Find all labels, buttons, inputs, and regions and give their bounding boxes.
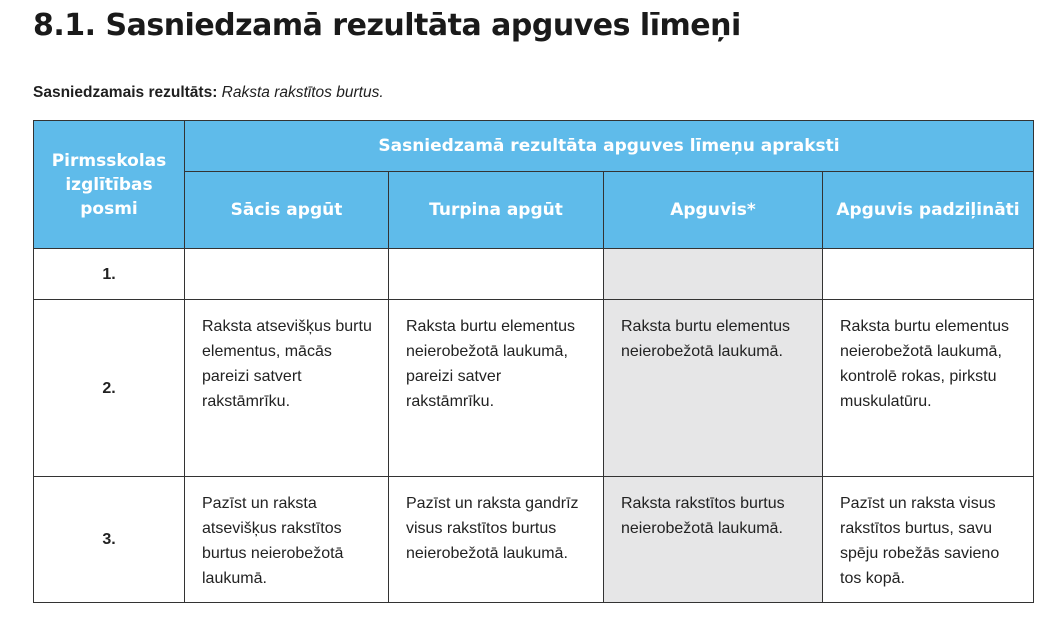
level-cell: Raksta burtu elementus neierobežotā laukumā, pareizi satver rakstāmrīku. (389, 300, 604, 477)
level-cell: Raksta burtu elementus neierobežotā laukumā. (604, 300, 823, 477)
level-cell: Pazīst un raksta visus rakstītos burtus, savu spēju robežās savieno tos kopā. (823, 477, 1034, 603)
stage-cell: 2. (34, 300, 185, 477)
level-cell: Pazīst un raksta atsevišķus rakstītos burtus neierobežotā laukumā. (185, 477, 389, 603)
table-row (34, 300, 1034, 477)
level-cell: Raksta atsevišķus burtu elementus, mācās pareizi satvert rakstāmrīku. (185, 300, 389, 477)
stage-cell: 3. (34, 477, 185, 603)
level-cell (823, 249, 1034, 300)
achievable-result (33, 82, 384, 104)
stage-cell: 1. (34, 249, 185, 300)
achievable-result-label: Sasniedzamais rezultāts: (33, 84, 218, 101)
level-descriptions-header: Sasniedzamā rezultāta apguves līmeņu apraksti (185, 121, 1034, 172)
page-title: 8.1. Sasniedzamā rezultāta apguves līmeņi (33, 8, 741, 43)
table-row (34, 249, 1034, 300)
level-header-advanced: Apguvis padziļināti (823, 172, 1034, 249)
header-row-group (34, 121, 1034, 172)
level-cell: Raksta rakstītos burtus neierobežotā laukumā. (604, 477, 823, 603)
level-cell (604, 249, 823, 300)
stage-column-header: Pirmsskolas izglītības posmi (34, 121, 185, 249)
level-cell: Pazīst un raksta gandrīz visus rakstītos burtus neierobežotā laukumā. (389, 477, 604, 603)
level-header-continues: Turpina apgūt (389, 172, 604, 249)
level-cell (389, 249, 604, 300)
table-row (34, 477, 1034, 603)
level-header-started: Sācis apgūt (185, 172, 389, 249)
achievable-result-value: Raksta rakstītos burtus. (221, 84, 384, 101)
level-cell: Raksta burtu elementus neierobežotā laukumā, kontrolē rokas, pirkstu muskulatūru. (823, 300, 1034, 477)
level-header-mastered: Apguvis* (604, 172, 823, 249)
level-cell (185, 249, 389, 300)
levels-table (33, 120, 1034, 603)
